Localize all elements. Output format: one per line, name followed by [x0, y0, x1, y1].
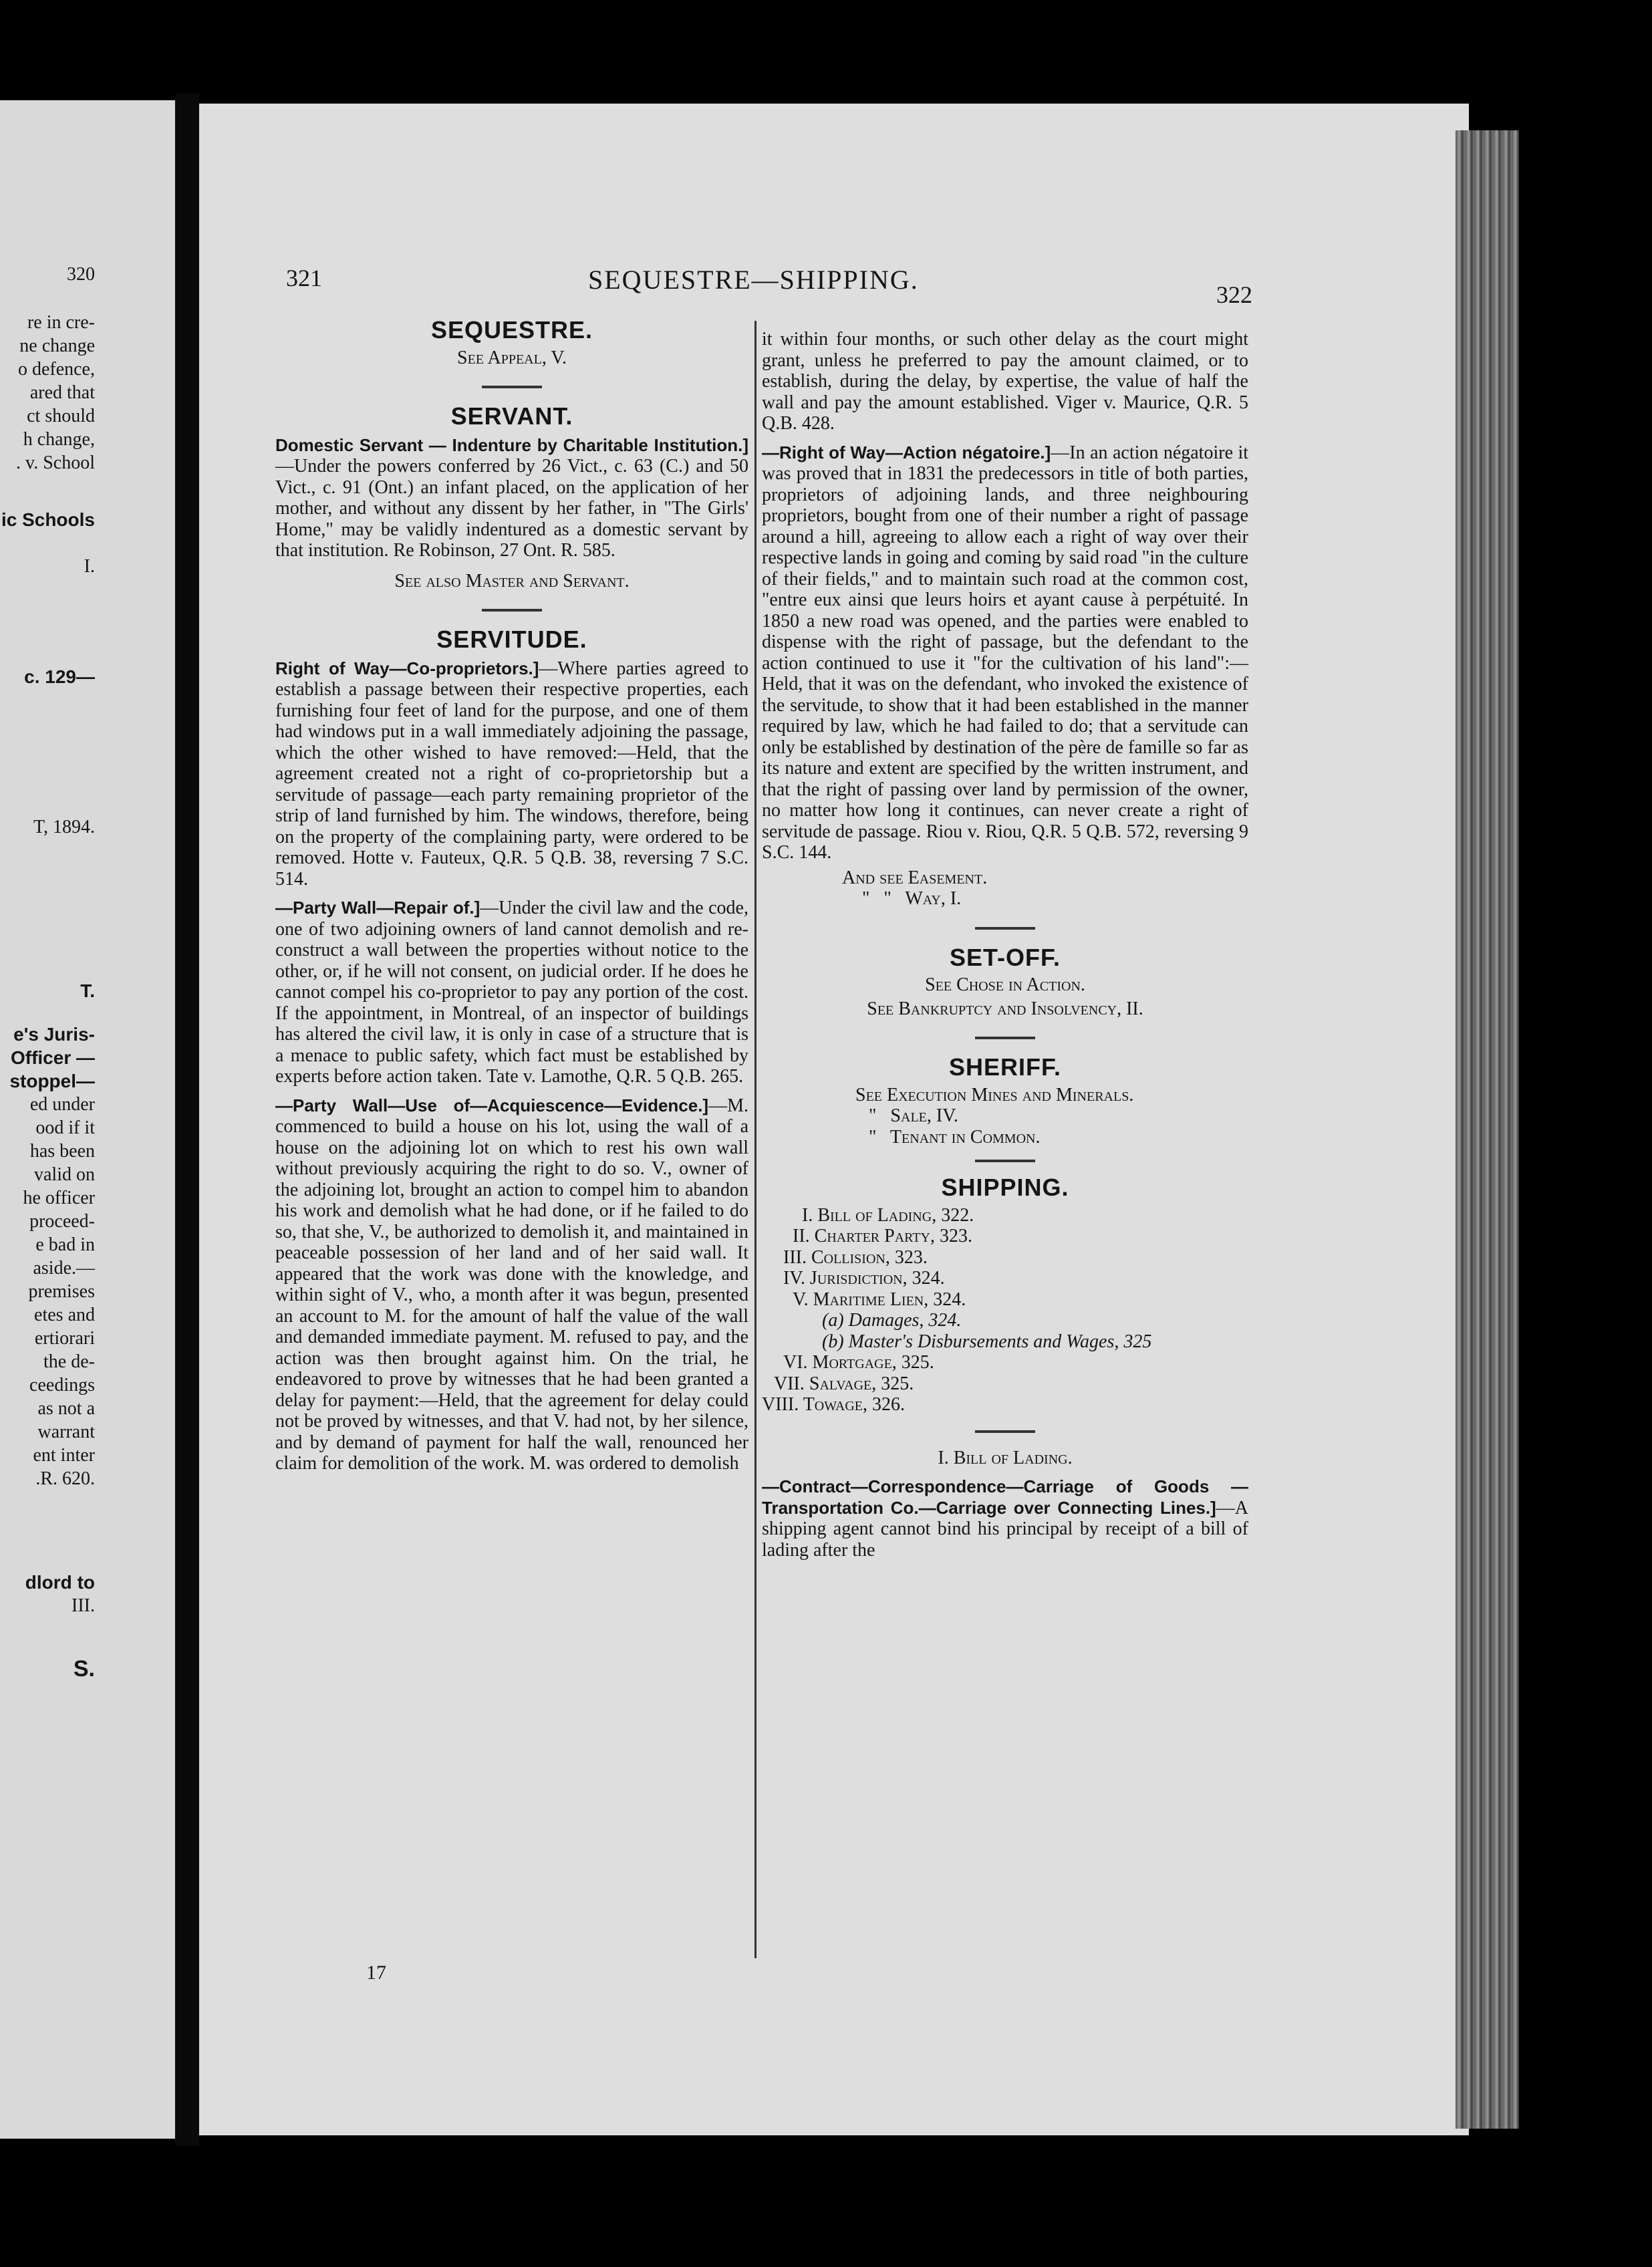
entry-heading: —Party Wall—Use of—Acquiescence—Evidence.]: [275, 1095, 709, 1115]
entry-body: —Where parties agreed to establish a passage between their respective properties, each furnishing four feet of land for the purpose, and one of them had windows put in a wall immediately adjoining the passage, which the other wished to have removed:—Held, that the agreement created not a right of co-proprietorship but a servitude of passage—each party remaining proprietor of the strip of land furnished by him. The windows, therefore, being on the property of the complaining party, were ordered to be removed. Hotte v. Fauteux, Q.R. 5 Q.B. 38, reversing 7 S.C. 514.: [275, 658, 748, 890]
entry-continuation: it within four months, or such other delay as the court might grant, unless he preferred to pay the amount claimed, or to establish, during the delay, by expertise, the value of half the wall and pay the amount established. Viger v. Maurice, Q.R. 5 Q.B. 428.: [762, 329, 1248, 434]
fragment: he officer: [23, 1188, 95, 1208]
section-heading-sequestre: SEQUESTRE.: [430, 316, 593, 344]
see-also-reference: See also Master and Servant.: [394, 570, 630, 591]
contents-item: IV. Jurisdiction, 324.: [783, 1268, 945, 1289]
fragment: has been: [29, 1141, 95, 1162]
entry-right-of-way: [275, 658, 748, 890]
entry-body: —M. commenced to build a house on his lot, using the wall of a house on the adjoining lot on which to rest his own wall without previously acquiring the right to do so. V., owner of the adjoining lot, brought an action to compel him to abandon his work and demolish what he had done, or if he failed to do so, that she, V., be authorized to demolish it, and maintained in peaceable possession of her land and of her said wall. It appeared that the work was done with the knowledge, and within sight of V., who, a month after it was begun, presented an account to M. for the amount of half the value of the wall and demanded immediate payment. M. refused to pay, and the action was then brought against him. On the trial, he endeavored to prove by witnesses that he had been granted a delay for payment:—Held, that the agreement for delay could not be proved by witnesses, and that V. had not, by her silence, and by demand of payment for half the wall, renounced her claim for demolition of the work. M. was ordered to demolish: [275, 1095, 748, 1474]
fragment: proceed-: [29, 1211, 95, 1232]
fragment: h change,: [23, 429, 95, 450]
see-reference: " Sale, IV.: [869, 1105, 958, 1126]
entry-heading: Right of Way—Co-proprietors.]: [275, 658, 539, 678]
fragment: dlord to: [25, 1572, 95, 1593]
fragment: ne change: [19, 336, 95, 356]
entry-heading: —Right of Way—Action négatoire.]: [762, 442, 1051, 462]
fragment: . v. School: [16, 452, 95, 473]
signature-number: 17: [366, 1962, 386, 1984]
book-gutter: [175, 94, 199, 2145]
contents-subitem: (b) Master's Disbursements and Wages, 325: [822, 1331, 1152, 1352]
see-reference: See Chose in Action.: [925, 974, 1085, 995]
page-edges: [1456, 130, 1519, 2129]
fragment: I.: [84, 556, 95, 577]
fragment: etes and: [34, 1305, 95, 1325]
divider: [482, 609, 542, 612]
see-reference: See Appeal, V.: [457, 347, 567, 368]
fragment: premises: [28, 1281, 95, 1302]
entry-body: —Under the civil law and the code, one of two adjoining owners of land cannot demolish and re-construct a wall between the properties without notice to the other, or, if he will not consent, on judicial order. If he does he cannot compel his co-proprietor to pay any portion of the cost. If the appointment, in Montreal, of an inspector of buildings has altered the civil law, it is only in case of a structure that is a menace to public safety, which fact must be established by experts before action taken. Tate v. Lamothe, Q.R. 5 Q.B. 265.: [275, 898, 748, 1087]
entry-body: —Under the powers conferred by 26 Vict., c. 63 (C.) and 50 Vict., c. 91 (Ont.) an infant placed, on the application of her mother, and without any dissent by her father, in "The Girls' Home," may be validly indentured as a domestic servant by that institution. Re Robinson, 27 Ont. R. 585.: [275, 456, 748, 561]
fragment: .R. 620.: [35, 1468, 95, 1489]
fragment: re in cre-: [27, 312, 95, 333]
entry-heading: —Contract—Correspondence—Carriage of Goods —Transportation Co.—Carriage over Connecting Lines.]: [762, 1476, 1248, 1518]
running-header: SEQUESTRE—SHIPPING.: [588, 265, 919, 295]
fragment: ood if it: [35, 1117, 95, 1138]
and-see-reference: And see Easement.: [842, 867, 988, 888]
fragment: the de-: [43, 1351, 95, 1372]
entry-heading: —Party Wall—Repair of.]: [275, 898, 480, 918]
fragment: ed under: [29, 1094, 95, 1115]
entry-action-negatoire: [762, 442, 1248, 863]
divider: [975, 1037, 1035, 1039]
shipping-contents-list: [762, 1205, 1248, 1416]
fragment: T, 1894.: [33, 817, 95, 837]
subsection-heading: I. Bill of Lading.: [938, 1447, 1073, 1468]
contents-item: II. Charter Party, 323.: [793, 1226, 972, 1246]
and-see-reference: " " Way, I.: [862, 888, 962, 909]
divider: [482, 386, 542, 388]
entry-bill-of-lading: [762, 1476, 1248, 1561]
section-heading-sheriff: SHERIFF.: [948, 1053, 1061, 1081]
previous-page-number: 320: [67, 264, 95, 285]
entry-party-wall-repair: [275, 898, 748, 1087]
fragment: ct should: [27, 406, 95, 426]
fragment: ent inter: [33, 1445, 95, 1466]
fragment: c. 129—: [24, 666, 95, 687]
section-heading-set-off: SET-OFF.: [949, 943, 1061, 971]
entry-heading: Domestic Servant — Indenture by Charitable Institution.]: [275, 434, 748, 455]
fragment: ceedings: [29, 1375, 95, 1395]
divider: [975, 1430, 1035, 1433]
entry-body: —In an action négatoire it was proved that in 1831 the predecessors in title of both parties, proprietors of adjoining lands, and three neighbouring proprietors, bought from one of their number a right of passage around a hill, agreeing to allow each a right of way over their respective lands in going and coming by said road "in the culture of their fields," and to maintain such road at the common cost, "entre eux ainsi que leurs hoirs et ayant cause à perpétuité. In 1850 a new road was opened, and the parties were enabled to dispense with the right of passage, but the defendant to the action continued to use it "for the cultivation of his land":—Held, that it was on the defendant, who invoked the existence of the servitude, to show that it had been established in the manner required by law, which he had failed to do; that a servitude can only be established by destination of the père de famille so far as its nature and extent are specified by the written instrument, and that the right of passing over land by permission of the owner, no matter how long it continues, can never create a right of servitude de passage. Riou v. Riou, Q.R. 5 Q.B. 572, reversing 9 S.C. 144.: [762, 442, 1249, 863]
fragment: warrant: [37, 1422, 95, 1442]
section-heading-servant: SERVANT.: [450, 402, 573, 430]
contents-item: VIII. Towage, 326.: [762, 1394, 905, 1415]
fragment: e's Juris-: [13, 1024, 95, 1045]
fragment: stoppel—: [9, 1071, 95, 1091]
fragment: III.: [72, 1595, 95, 1616]
entry-domestic-servant: [275, 435, 748, 561]
contents-item: V. Maritime Lien, 324.: [793, 1289, 966, 1310]
section-heading-shipping: SHIPPING.: [941, 1174, 1069, 1201]
left-column: [275, 307, 748, 1474]
see-reference: See Execution Mines and Minerals.: [855, 1084, 1134, 1105]
divider: [975, 927, 1035, 930]
fragment: T.: [80, 980, 95, 1001]
see-reference: " Tenant in Common.: [869, 1126, 1041, 1148]
fragment: as not a: [37, 1398, 95, 1419]
page-number-right: 322: [1216, 281, 1252, 308]
fragment: ertiorari: [34, 1328, 95, 1349]
right-column: [762, 329, 1248, 1561]
contents-item: VI. Mortgage, 325.: [783, 1352, 934, 1373]
fragment: aside.—: [33, 1258, 95, 1279]
previous-page-edge: [0, 100, 175, 2139]
column-divider: [754, 321, 756, 1958]
fragment: valid on: [34, 1164, 95, 1185]
fragment: Officer —: [10, 1047, 95, 1068]
fragment: e bad in: [35, 1234, 95, 1255]
entry-party-wall-use: [275, 1095, 748, 1474]
fragment: o defence,: [17, 359, 95, 380]
fragment: ic Schools: [1, 509, 95, 530]
divider: [975, 1160, 1035, 1162]
section-heading-servitude: SERVITUDE.: [436, 626, 587, 653]
fragment: S.: [73, 1656, 95, 1682]
contents-item: I. Bill of Lading, 322.: [802, 1204, 974, 1226]
previous-page-text-fragments: [0, 311, 95, 1681]
contents-item: VII. Salvage, 325.: [774, 1373, 914, 1394]
contents-subitem: (a) Damages, 324.: [822, 1310, 962, 1331]
fragment: ared that: [29, 382, 95, 403]
see-reference: See Bankruptcy and Insolvency, II.: [867, 998, 1143, 1019]
page-number-left: 321: [286, 265, 322, 291]
entry-body: —A shipping agent cannot bind his principal by receipt of a bill of lading after the: [762, 1497, 1248, 1561]
contents-item: III. Collision, 323.: [783, 1246, 928, 1268]
